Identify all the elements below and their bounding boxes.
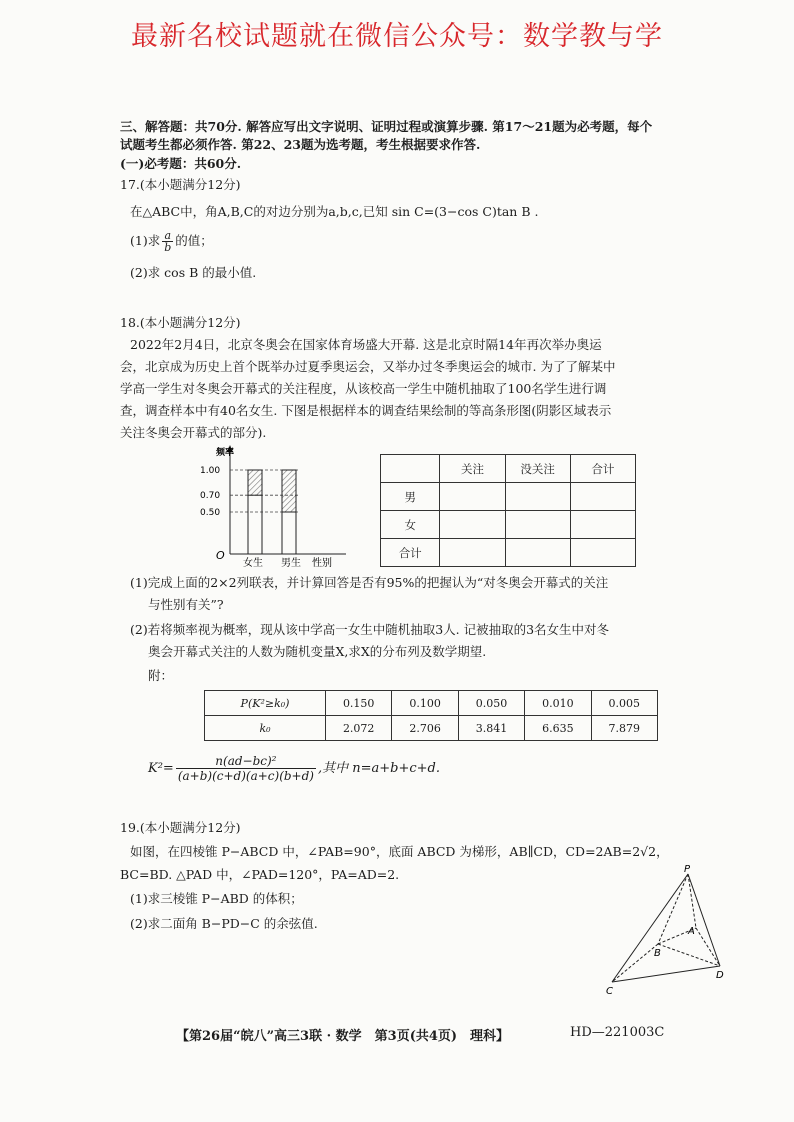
edge-PA bbox=[688, 874, 696, 928]
table-cell: 6.635 bbox=[525, 716, 591, 741]
table-row bbox=[381, 539, 636, 567]
edge-BD bbox=[658, 944, 720, 966]
q17-part2: (2)求 cos B 的最小值. bbox=[130, 265, 257, 280]
formula-numerator: n(ad−bc)² bbox=[176, 754, 316, 769]
vertex-label-P: P bbox=[684, 864, 691, 875]
q18-part1-line1: (1)完成上面的2×2列联表，并计算回答是否有95%的把握认为“对冬奥会开幕式的关注 bbox=[130, 575, 609, 590]
table-header-cell: 没关注 bbox=[505, 455, 570, 483]
table-header-cell: 合计 bbox=[570, 455, 635, 483]
edge-AD bbox=[696, 928, 720, 966]
probability-row-label: P(K²≥k₀) bbox=[205, 691, 326, 716]
edge-CD bbox=[612, 966, 720, 982]
footer-code: HD—221003C bbox=[570, 1025, 665, 1040]
y-tick-label: 0.50 bbox=[200, 508, 221, 518]
q19-part1: (1)求三棱锥 P−ABD 的体积； bbox=[130, 891, 303, 906]
formula-fraction bbox=[176, 754, 316, 783]
formula-lhs: K²= bbox=[148, 761, 174, 776]
q18-stem-3: 学高一学生对冬奥会开幕式的关注程度，从该校高一学生中随机抽取了100名学生进行调 bbox=[120, 381, 607, 396]
footer-exam-info: 【第26届“皖八”高三3联 · 数学 第3页(共4页) 理科】 bbox=[176, 1029, 510, 1044]
table-cell bbox=[505, 483, 570, 511]
y-tick-label: 0.70 bbox=[200, 491, 221, 502]
q18-heading: 18.(本小题满分12分) bbox=[120, 315, 241, 330]
bar-shaded-0 bbox=[248, 470, 262, 495]
table-row bbox=[205, 716, 658, 741]
contingency-table bbox=[380, 454, 636, 567]
q17-part1-prefix: (1)求 bbox=[130, 233, 161, 248]
x-axis-label: 性别 bbox=[312, 558, 332, 569]
table-cell: 2.072 bbox=[326, 716, 392, 741]
q18-part2-line2: 奥会开幕式关注的人数为随机变量X,求X的分布列及数学期望. bbox=[148, 644, 487, 659]
appendix-label: 附： bbox=[148, 668, 174, 683]
fraction-denominator: b bbox=[164, 241, 172, 254]
table-cell bbox=[440, 511, 505, 539]
section3-line2: 试题考生都必须作答. 第22、23题为选考题，考生根据要求作答. bbox=[120, 137, 481, 152]
q18-part1-line2: 与性别有关”? bbox=[148, 597, 224, 612]
q19-stem-2: BC=BD. △PAD 中，∠PAD=120°，PA=AD=2. bbox=[120, 867, 400, 882]
bar-shaded-1 bbox=[282, 470, 296, 512]
x-tick-label-female: 女生 bbox=[243, 558, 263, 569]
promo-banner: 最新名校试题就在微信公众号：数学教与学 bbox=[131, 21, 663, 52]
y-axis-label: 频率 bbox=[216, 448, 235, 458]
edge-PD bbox=[688, 874, 720, 966]
table-cell: 0.005 bbox=[591, 691, 657, 716]
table-cell bbox=[505, 511, 570, 539]
q18-stem-1: 2022年2月4日，北京冬奥会在国家体育场盛大开幕. 这是北京时隔14年再次举办奥运 bbox=[130, 337, 602, 352]
pyramid-figure bbox=[600, 862, 740, 998]
q18-stem-5: 关注冬奥会开幕式的部分). bbox=[120, 425, 267, 440]
fraction-a-over-b bbox=[162, 230, 173, 253]
x-tick-label-male: 男生 bbox=[281, 558, 301, 569]
vertex-label-B: B bbox=[654, 948, 661, 959]
row-label-male: 男 bbox=[381, 483, 440, 511]
table-cell: 2.706 bbox=[392, 716, 458, 741]
q18-part2-line1: (2)若将频率视为概率，现从该中学高一女生中随机抽取3人. 记被抽取的3名女生中对冬 bbox=[130, 622, 610, 637]
vertex-label-C: C bbox=[606, 986, 613, 997]
table-row bbox=[381, 483, 636, 511]
q17-stem: 在△ABC中，角A,B,C的对边分别为a,b,c,已知 sin C=(3−cos C)tan B . bbox=[130, 204, 539, 219]
table-cell: 7.879 bbox=[591, 716, 657, 741]
table-cell bbox=[570, 539, 635, 567]
q19-heading: 19.(本小题满分12分) bbox=[120, 820, 241, 835]
vertex-label-D: D bbox=[716, 970, 724, 981]
table-cell: 0.050 bbox=[458, 691, 524, 716]
q17-heading: 17.(本小题满分12分) bbox=[120, 177, 241, 192]
table-cell bbox=[505, 539, 570, 567]
table-cell: 0.150 bbox=[326, 691, 392, 716]
row-label-female: 女 bbox=[381, 511, 440, 539]
q19-stem-1: 如图，在四棱锥 P−ABCD 中，∠PAB=90°，底面 ABCD 为梯形，AB∥CD，CD=2AB=2√2， bbox=[130, 844, 669, 859]
table-cell: 3.841 bbox=[458, 716, 524, 741]
table-cell: 0.010 bbox=[525, 691, 591, 716]
row-label-total: 合计 bbox=[381, 539, 440, 567]
edge-PC bbox=[612, 874, 688, 982]
vertex-label-A: A bbox=[688, 926, 695, 937]
y-tick-label: 1.00 bbox=[200, 466, 221, 476]
table-cell: 0.100 bbox=[392, 691, 458, 716]
table-header-cell bbox=[381, 455, 440, 483]
k-square-formula bbox=[148, 754, 440, 783]
formula-rhs: ,其中 n=a+b+c+d. bbox=[317, 761, 440, 776]
q17-part1 bbox=[130, 230, 213, 253]
stacked-bar-chart bbox=[196, 442, 356, 572]
q19-part2: (2)求二面角 B−PD−C 的余弦值. bbox=[130, 916, 318, 931]
critical-value-table bbox=[204, 690, 658, 741]
origin-label: O bbox=[216, 549, 225, 562]
table-cell bbox=[570, 483, 635, 511]
formula-denominator: (a+b)(c+d)(a+c)(b+d) bbox=[177, 769, 314, 783]
table-cell bbox=[570, 511, 635, 539]
section3-line1: 三、解答题：共70分. 解答应写出文字说明、证明过程或演算步骤. 第17～21题为必考题，每个 bbox=[120, 119, 653, 134]
table-cell bbox=[440, 483, 505, 511]
table-row bbox=[381, 511, 636, 539]
table-row bbox=[205, 691, 658, 716]
q18-stem-2: 会，北京成为历史上首个既举办过夏季奥运会，又举办过冬季奥运会的城市. 为了了解某中 bbox=[120, 359, 616, 374]
table-row bbox=[381, 455, 636, 483]
table-header-cell: 关注 bbox=[440, 455, 505, 483]
q18-stem-4: 查，调查样本中有40名女生. 下图是根据样本的调查结果绘制的等高条形图(阴影区域表示 bbox=[120, 403, 612, 418]
fraction-numerator: a bbox=[162, 230, 173, 242]
required-section-title: (一)必考题：共60分. bbox=[120, 156, 242, 171]
q17-part1-suffix: 的值； bbox=[175, 233, 213, 248]
table-cell bbox=[440, 539, 505, 567]
k0-row-label: k₀ bbox=[205, 716, 326, 741]
